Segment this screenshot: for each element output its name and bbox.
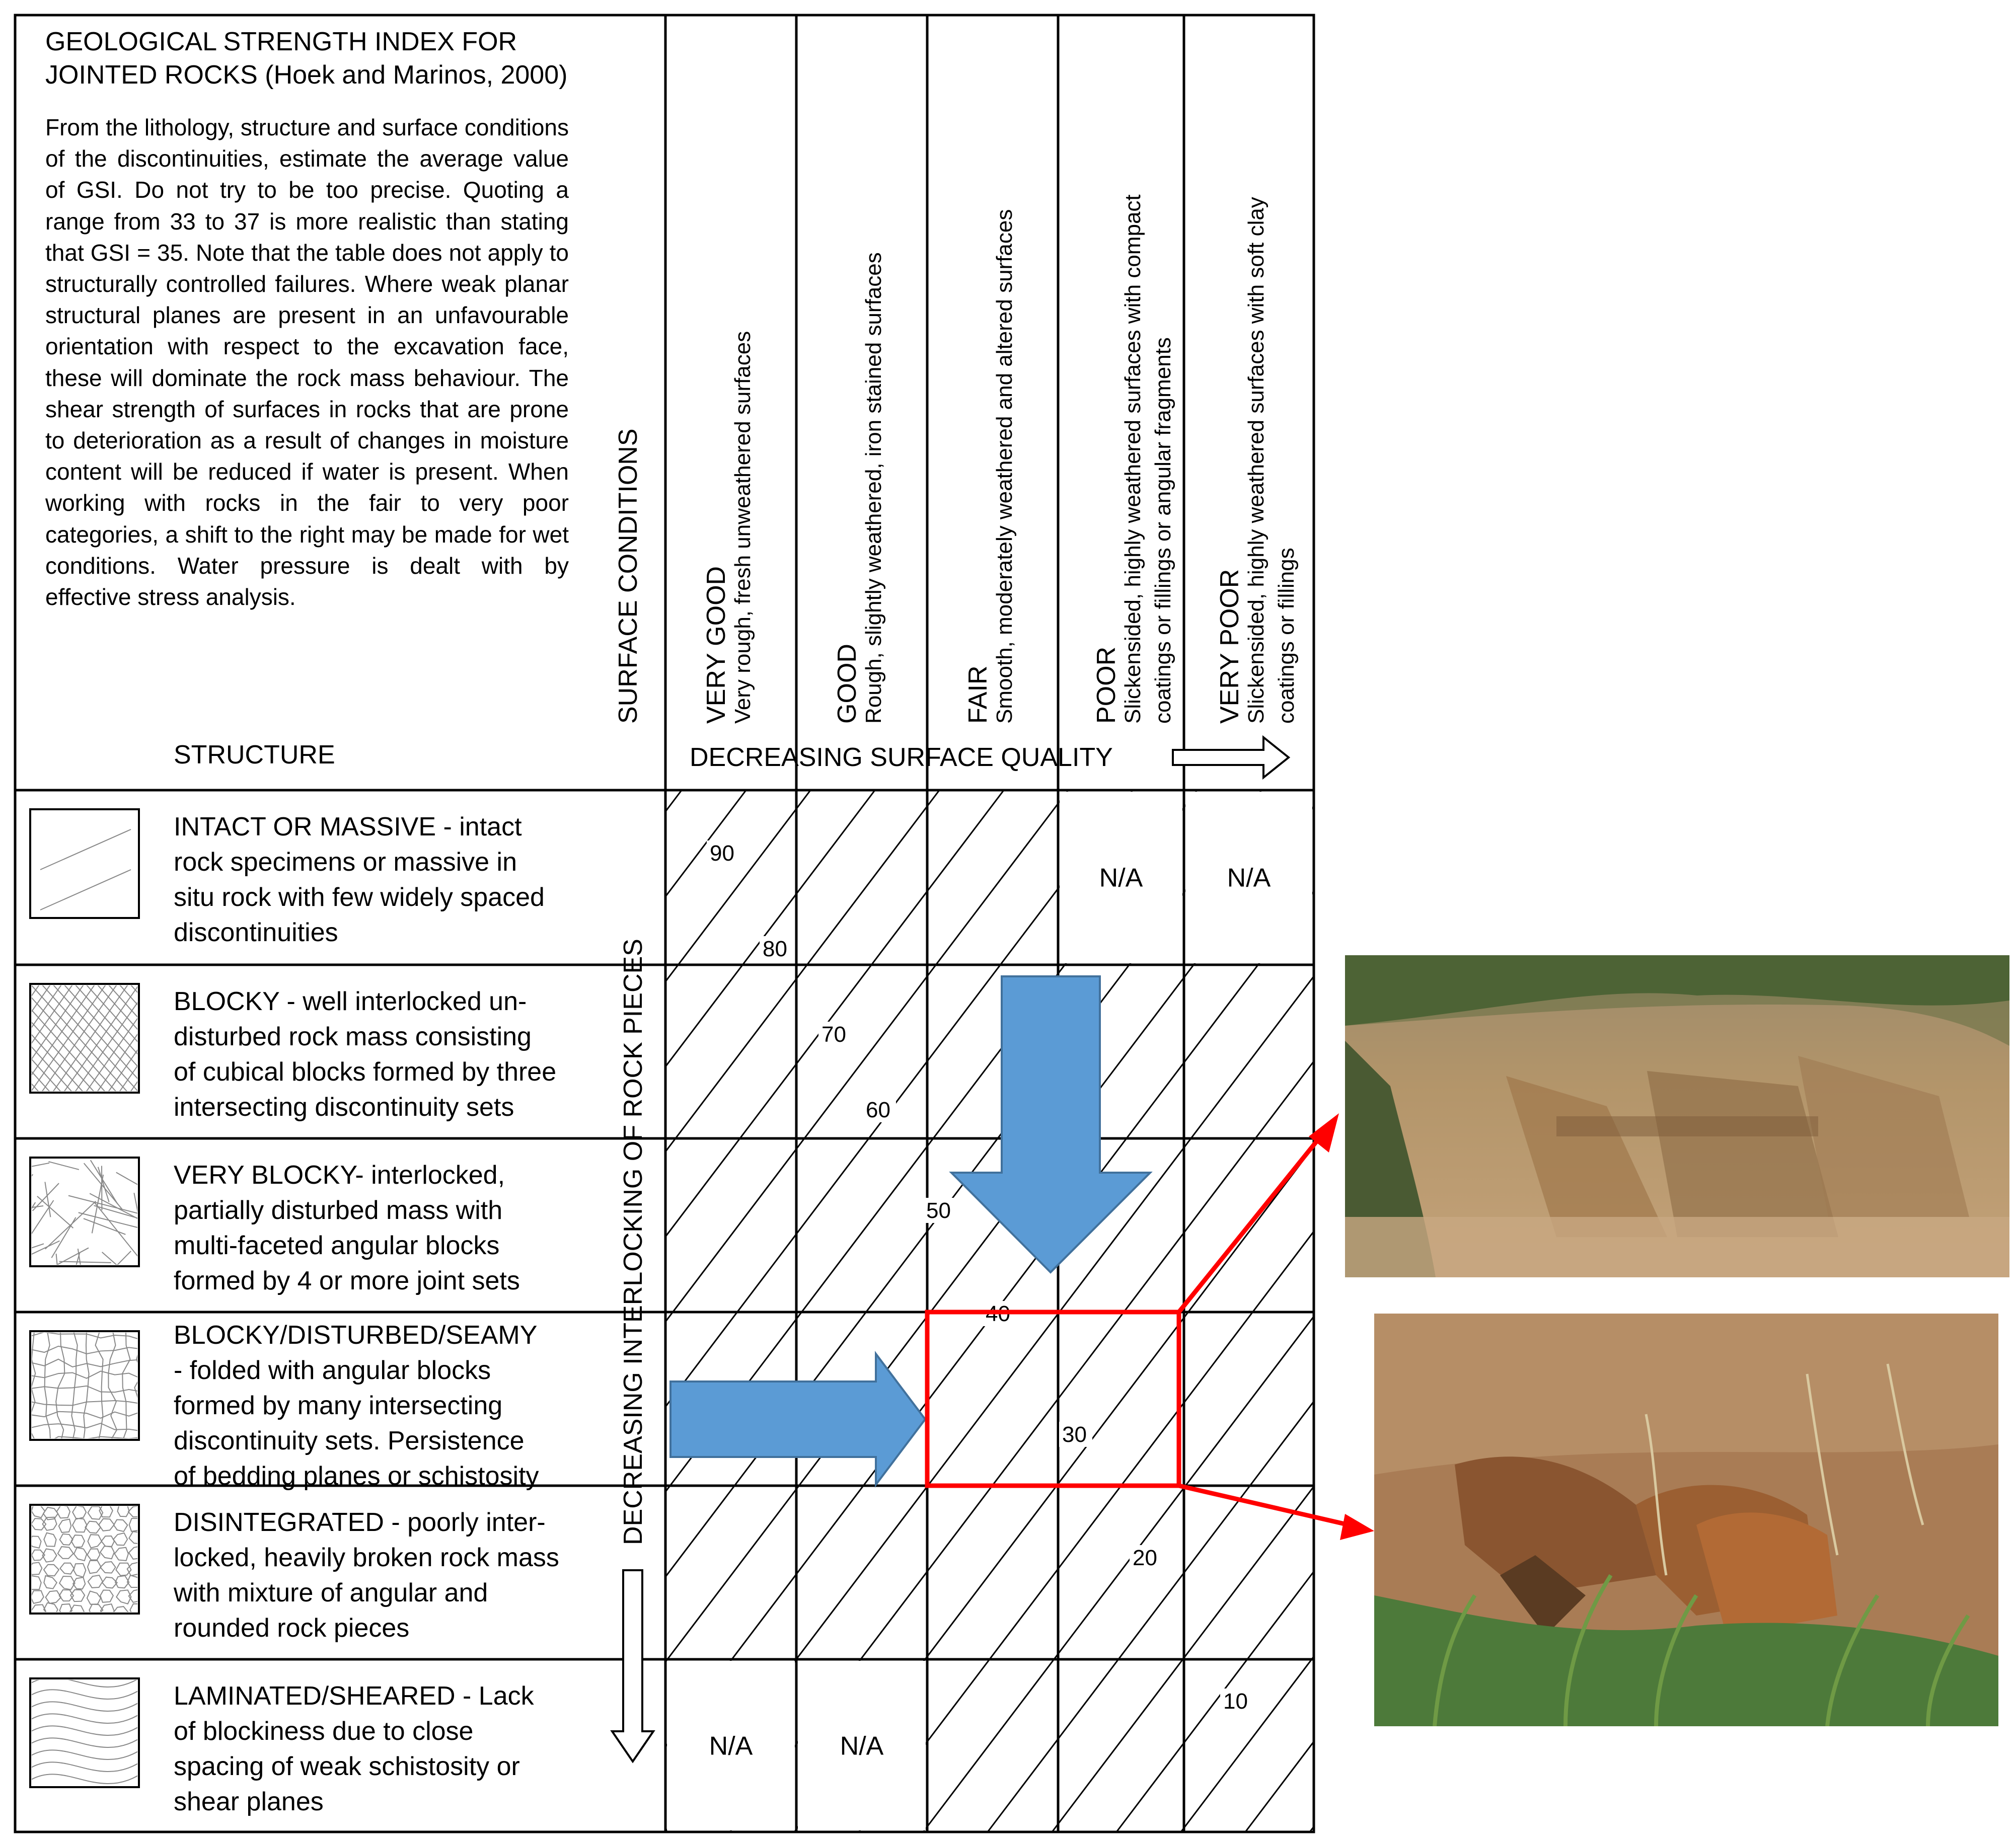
structure-row-5-line: rounded rock pieces: [174, 1614, 410, 1643]
surface-column-5: [1215, 197, 1299, 724]
structure-row-3-line: partially disturbed mass with: [174, 1196, 503, 1225]
structure-sketch-4: [30, 1331, 143, 1444]
surface-column-3: [963, 209, 1017, 724]
structure-row-1-line: rock specimens or massive in: [174, 848, 517, 877]
structure-row-6-line: shear planes: [174, 1787, 324, 1816]
surface-column-2: [833, 252, 886, 724]
structure-sketch-2: [0, 984, 272, 1093]
structure-row-3-line: VERY BLOCKY- interlocked,: [174, 1161, 505, 1190]
structure-sketch-1: [30, 809, 139, 918]
surface-quality-arrow-icon: [1173, 737, 1289, 778]
title-line-1: GEOLOGICAL STRENGTH INDEX FOR: [45, 27, 517, 56]
pointer-line-bottom: [1179, 1486, 1349, 1525]
structure-row-2-line: disturbed rock mass consisting: [174, 1022, 532, 1051]
photo-excavated-slope: [1345, 955, 2009, 1277]
structure-row-6-line: LAMINATED/SHEARED - Lack: [174, 1681, 534, 1711]
interlocking-arrow-icon: [612, 1570, 653, 1761]
structure-row-2-line: intersecting discontinuity sets: [174, 1093, 514, 1122]
structure-sketch-5: [29, 1504, 144, 1619]
gsi-label: 10: [1223, 1689, 1248, 1714]
structure-row-3-line: multi-faceted angular blocks: [174, 1231, 500, 1260]
pointer-arrowhead-bottom-icon: [1340, 1514, 1374, 1540]
surface-column-desc: Slickensided, highly weathered surfaces with soft clay: [1244, 197, 1268, 724]
gsi-label: 60: [866, 1098, 890, 1122]
structure-row-2-line: BLOCKY - well interlocked un-: [174, 987, 527, 1016]
surface-column-name: VERY GOOD: [702, 566, 731, 724]
structure-row-5-line: locked, heavily broken rock mass: [174, 1543, 559, 1572]
blue-down-arrow-icon: [951, 976, 1150, 1272]
na-label: N/A: [709, 1731, 753, 1761]
surface-column-4: [1092, 194, 1175, 724]
surface-column-desc: coatings or fillings: [1274, 548, 1299, 724]
structure-row-1-line: INTACT OR MASSIVE - intact: [174, 812, 522, 841]
decreasing-surface-quality-label: DECREASING SURFACE QUALITY: [690, 743, 1113, 772]
surface-column-name: GOOD: [833, 644, 862, 724]
structure-row-1-line: discontinuities: [174, 918, 338, 947]
gsi-label: 50: [926, 1198, 951, 1223]
structure-row-5-line: with mixture of angular and: [174, 1578, 488, 1607]
surface-column-name: VERY POOR: [1215, 569, 1244, 724]
description-text: From the lithology, structure and surface conditions of the discontinuities, estimate the average value of GSI. Do not try to be too precise. Quoting a range from 33 to 37 is more realistic than stating that GSI = 35. Note that the table does not apply to structurally controlled failures. Where weak planar structural planes are present in an unfavourable orientation with respect to the excavation face, these will dominate the rock mass behaviour. The shear strength of surfaces in rocks that are prone to deterioration as a result of changes in moisture content will be reduced if water is present. When working with rocks in the fair to very poor categories, a shift to the right may be made for wet conditions. Water pressure is dealt with by effective stress analysis.: [45, 114, 569, 610]
gsi-label: 20: [1133, 1546, 1157, 1570]
structure-header: STRUCTURE: [174, 740, 335, 770]
photo-broken-rock-mass: [1374, 1314, 1998, 1726]
surface-column-name: POOR: [1092, 646, 1121, 724]
surface-column-1: [702, 331, 755, 724]
na-label: N/A: [1099, 863, 1143, 893]
na-label: N/A: [840, 1731, 884, 1761]
photo-broken-rock-mass-image: [1374, 1314, 1998, 1726]
structure-sketch-3: [0, 1158, 180, 1309]
photo-excavated-slope-image: [1345, 955, 2009, 1277]
surface-column-name: FAIR: [963, 665, 993, 724]
pointer-line-top: [1179, 1132, 1324, 1312]
gsi-label: 40: [986, 1301, 1010, 1326]
surface-column-desc: Rough, slightly weathered, iron stained surfaces: [861, 252, 886, 724]
surface-column-desc: Slickensided, highly weathered surfaces with compact: [1121, 194, 1145, 724]
gsi-label: 70: [822, 1022, 846, 1047]
na-label: N/A: [1227, 863, 1271, 893]
surface-column-desc: Very rough, fresh unweathered surfaces: [730, 331, 755, 724]
structure-row-4-line: - folded with angular blocks: [174, 1356, 491, 1385]
structure-row-4-line: of bedding planes or schistosity: [174, 1462, 539, 1491]
structure-row-2-line: of cubical blocks formed by three: [174, 1057, 557, 1087]
surface-column-desc: Smooth, moderately weathered and altered surfaces: [992, 209, 1017, 724]
surface-conditions-label: SURFACE CONDITIONS: [614, 428, 643, 724]
structure-row-3-line: formed by 4 or more joint sets: [174, 1266, 520, 1295]
structure-row-4-line: formed by many intersecting: [174, 1391, 503, 1420]
blue-right-arrow-icon: [670, 1354, 925, 1485]
structure-sketch-6: [30, 1677, 139, 1796]
structure-row-6-line: of blockiness due to close: [174, 1717, 474, 1746]
overlay-arrows: [670, 976, 1374, 1540]
structure-row-5-line: DISINTEGRATED - poorly inter-: [174, 1508, 546, 1537]
structure-sketches: [0, 809, 272, 1796]
structure-row-4-line: discontinuity sets. Persistence: [174, 1426, 525, 1455]
gsi-label: 80: [763, 937, 787, 961]
chart-labels: [612, 194, 1312, 1830]
title-line-2: JOINTED ROCKS (Hoek and Marinos, 2000): [45, 60, 568, 90]
gsi-label: 90: [710, 841, 734, 866]
gsi-label: 30: [1062, 1422, 1087, 1447]
structure-row-1-line: situ rock with few widely spaced: [174, 883, 545, 912]
structure-row-4-line: BLOCKY/DISTURBED/SEAMY: [174, 1321, 538, 1350]
surface-column-desc: coatings or fillings or angular fragments: [1151, 337, 1175, 724]
decreasing-interlocking-label: DECREASING INTERLOCKING OF ROCK PIECES: [619, 939, 648, 1545]
structure-row-6-line: spacing of weak schistosity or: [174, 1752, 520, 1781]
